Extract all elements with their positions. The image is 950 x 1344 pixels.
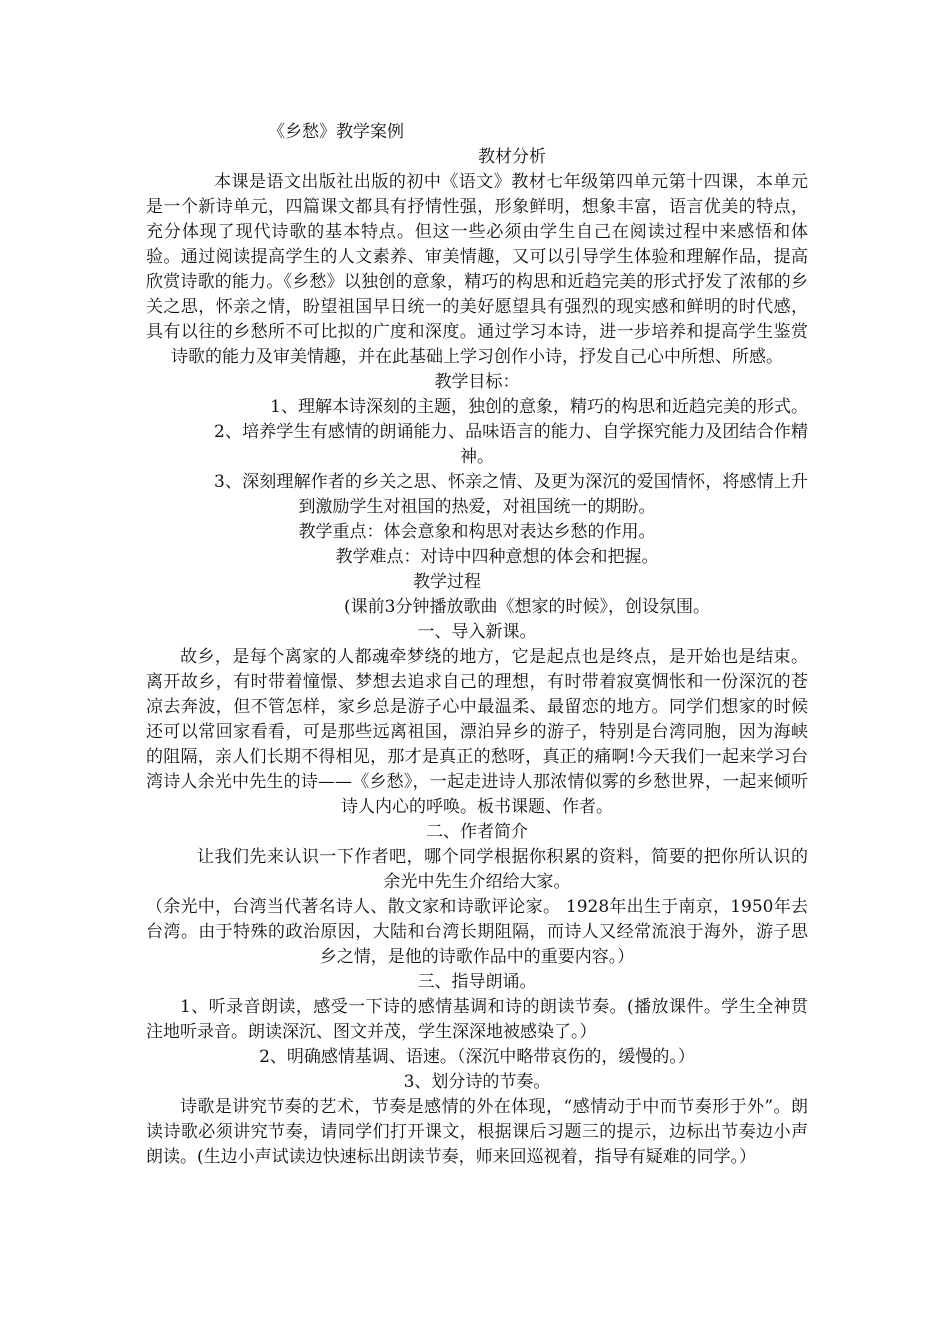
pre-class-note: (课前3分钟播放歌曲《想家的时候》，创设氛围。 bbox=[344, 597, 710, 617]
section-heading-goals: 教学目标： bbox=[434, 372, 520, 392]
section-heading-analysis: 教材分析 bbox=[478, 147, 546, 167]
goal-item-1: 1、理解本诗深刻的主题，独创的意象，精巧的构思和近趋完美的形式。 bbox=[270, 397, 808, 417]
section-heading-part3: 三、指导朗诵。 bbox=[417, 972, 537, 992]
document-title: 《乡愁》教学案例 bbox=[268, 122, 404, 142]
paragraph-part2: 让我们先来认识一下作者吧，哪个同学根据你积累的资料，简要的把你所认识的余光中先生介绍给大家。 bbox=[197, 847, 808, 892]
teaching-key-point: 教学重点：体会意象和构思对表达乡愁的作用。 bbox=[298, 522, 656, 542]
part3-item-1: 1、听录音朗读，感受一下诗的感情基调和诗的朗读节奏。(播放课件。学生全神贯注地听录音。朗读深沉、图文并茂，学生深深地被感染了。） bbox=[146, 997, 808, 1042]
paragraph-part2-note: （余光中，台湾当代著名诗人、散文家和诗歌评论家。 1928年出生于南京，1950年去台湾。由于特殊的政治原因，大陆和台湾长期阻隔，而诗人又经常流浪于海外，游子思乡之情，是他的诗歌作品中的重要内容。） bbox=[146, 897, 808, 967]
part3-item-3-heading: 3、划分诗的节奏。 bbox=[403, 1072, 551, 1092]
section-heading-process: 教学过程 bbox=[413, 572, 481, 592]
part3-item-2: 2、明确感情基调、语速。（深沉中略带哀伤的，缓慢的。） bbox=[259, 1047, 695, 1067]
teaching-difficulty: 教学难点：对诗中四种意想的体会和把握。 bbox=[335, 547, 659, 567]
paragraph-part1: 故乡，是每个离家的人都魂牵梦绕的地方，它是起点也是终点，是开始也是结束。离开故乡，有时带着憧憬、梦想去追求自己的理想，有时带着寂寞惆怅和一份深沉的苍凉去奔波，但不管怎样，家乡总是游子心中最温柔、最留恋的地方。同学们想家的时候还可以常回家看看，可是那些远离祖国，漂泊异乡的游子，特别是台湾同胞，因为海峡的阻隔，亲人们长期不得相见，那才是真正的愁呀，真正的痛啊!今天我们一起来学习台湾诗人余光中先生的诗——《乡愁》，一起走进诗人那浓情似雾的乡愁世界，一起来倾听诗人内心的呼唤。板书课题、作者。 bbox=[146, 647, 808, 817]
document-page bbox=[146, 120, 808, 1170]
section-heading-part1: 一、导入新课。 bbox=[417, 622, 537, 642]
goal-item-3: 3、深刻理解作者的乡关之思、怀亲之情、及更为深沉的爱国情怀，将感情上升到激励学生对祖国的热爱，对祖国统一的期盼。 bbox=[214, 472, 808, 517]
section-heading-part2: 二、作者简介 bbox=[426, 822, 528, 842]
part3-item-3-text: 诗歌是讲究节奏的艺术，节奏是感情的外在体现，“感情动于中而节奏形于外”。朗读诗歌必须讲究节奏，请同学们打开课文，根据课后习题三的提示，边标出节奏边小声朗读。(生边小声试读边快速标出朗读节奏，师来回巡视着，指导有疑难的同学。） bbox=[146, 1097, 808, 1167]
paragraph-analysis: 本课是语文出版社出版的初中《语文》教材七年级第四单元第十四课，本单元是一个新诗单元，四篇课文都具有抒情性强，形象鲜明，想象丰富，语言优美的特点，充分体现了现代诗歌的基本特点。但这一些必须由学生自己在阅读过程中来感悟和体验。通过阅读提高学生的人文素养、审美情趣，又可以引导学生体验和理解作品，提高欣赏诗歌的能力。《乡愁》以独创的意象，精巧的构思和近趋完美的形式抒发了浓郁的乡关之思，怀亲之情，盼望祖国早日统一的美好愿望具有强烈的现实感和鲜明的时代感，具有以往的乡愁所不可比拟的广度和深度。通过学习本诗，进一步培养和提高学生鉴赏诗歌的能力及审美情趣，并在此基础上学习创作小诗，抒发自己心中所想、所感。 bbox=[146, 172, 808, 367]
goal-item-2: 2、培养学生有感情的朗诵能力、品味语言的能力、自学探究能力及团结合作精神。 bbox=[214, 422, 808, 467]
